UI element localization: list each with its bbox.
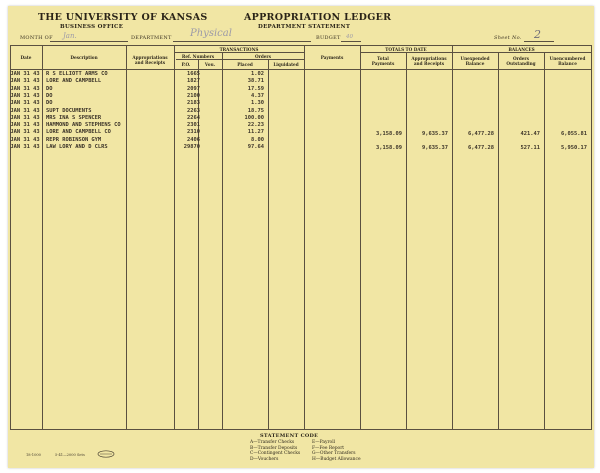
row-unexpended-balance: 6,477.28 [468, 130, 494, 137]
statement-title: DEPARTMENT STATEMENT [258, 24, 351, 30]
row-date: JAN 31 43 [10, 144, 40, 150]
row-ref-number: 2100 [187, 92, 200, 99]
row-placed: 38.71 [247, 78, 264, 85]
row-placed: 18.75 [247, 107, 264, 114]
row-orders-outstanding: 527.11 [520, 144, 540, 151]
row-description: MRS INA S SPENCER [46, 114, 102, 121]
row-ref-number: 2264 [187, 114, 200, 121]
header-bottom-rule [10, 69, 592, 70]
row-description: LORE AND CAMPBELL [46, 78, 102, 85]
row-description: DO [46, 100, 53, 107]
sheet-number: 2 [534, 28, 541, 41]
print-run: 5-41—2000 Sets [55, 453, 85, 457]
group-balances: BALANCES [508, 46, 535, 52]
col-placed: Placed [237, 61, 253, 67]
row-ref-number: 1665 [187, 71, 200, 77]
row-placed: 100.00 [244, 114, 264, 121]
row-total-appropriations: 9,635.37 [422, 144, 448, 151]
row-placed: 17.59 [247, 85, 264, 92]
row-placed: 97.64 [247, 144, 264, 150]
row-ref-number: 2406 [187, 136, 200, 143]
group-totals-to-date: TOTALS TO DATE [385, 46, 427, 52]
row-unencumbered-balance: 5,950.17 [561, 144, 587, 151]
row-description: REPR ROBINSON GYM [46, 136, 102, 143]
office-name: BUSINESS OFFICE [60, 24, 124, 30]
row-description: R S ELLIOTT ARMS CO [46, 71, 108, 77]
row-date: JAN 31 43 [10, 114, 40, 121]
group-transactions: TRANSACTIONS [219, 46, 259, 52]
row-ref-number: 2301 [187, 122, 200, 129]
row-ref-number: 2263 [187, 107, 200, 114]
row-unexpended-balance: 6,477.28 [468, 144, 494, 151]
row-date: JAN 31 43 [10, 85, 40, 92]
row-description: HAMMOND AND STEPHENS CO [46, 122, 121, 129]
row-date: JAN 31 43 [10, 71, 40, 77]
row-placed: 4.37 [251, 92, 264, 99]
ledger-sheet [8, 6, 594, 468]
row-description: LORE AND CAMPBELL CO [46, 129, 111, 136]
col-unexpended-balance: Unexpended Balance [460, 56, 490, 66]
statement-code-title: STATEMENT CODE [260, 433, 319, 439]
col-unencumbered-balance: Unencumbered Balance [549, 56, 586, 66]
budget-label: BUDGET [316, 35, 341, 41]
row-ref-number: 29870 [183, 144, 200, 150]
row-placed: 8.00 [251, 136, 264, 143]
col-appropriations: Appropriations and Receipts [132, 55, 168, 65]
row-placed: 11.27 [247, 129, 264, 136]
col-vou: Vou. [204, 61, 216, 67]
col-date: Date [20, 55, 32, 60]
row-total-appropriations: 9,635.37 [422, 130, 448, 137]
ledger-title: APPROPRIATION LEDGER [244, 12, 392, 23]
month-label: MONTH OF [20, 35, 53, 41]
row-date: JAN 31 43 [10, 100, 40, 107]
row-date: JAN 31 43 [10, 129, 40, 136]
row-description: DO [46, 92, 53, 99]
col-description: Description [70, 55, 98, 60]
col-po: P.O. [181, 61, 191, 67]
row-ref-number: 2310 [187, 129, 200, 136]
institution-name: THE UNIVERSITY OF KANSAS [38, 12, 208, 23]
row-date: JAN 31 43 [10, 122, 40, 129]
row-description: SUPT DOCUMENTS [46, 107, 92, 114]
month-value: Jan. [63, 32, 77, 40]
row-placed: 22.23 [247, 122, 264, 129]
form-number: 18-1000 [26, 453, 41, 457]
sheet-label: Sheet No. [494, 35, 522, 41]
row-unencumbered-balance: 6,055.81 [561, 130, 587, 137]
row-date: JAN 31 43 [10, 92, 40, 99]
row-total-payments: 3,158.09 [376, 144, 402, 151]
row-description: DO [46, 85, 53, 92]
row-placed: 1.02 [251, 71, 264, 77]
department-value: Physical [190, 28, 232, 39]
row-date: JAN 31 43 [10, 107, 40, 114]
row-orders-outstanding: 421.47 [520, 130, 540, 137]
statement-code-left: A—Transfer Checks B—Transfer Deposits C—Contingent Checks D—Vouchers [250, 440, 301, 462]
union-label-icon [97, 450, 115, 458]
row-date: JAN 31 43 [10, 78, 40, 85]
col-ref-numbers: Ref. Numbers [181, 53, 215, 59]
row-placed: 1.30 [251, 100, 264, 107]
row-total-payments: 3,158.09 [376, 130, 402, 137]
table-bottom-rule [10, 429, 592, 430]
row-date: JAN 31 43 [10, 136, 40, 143]
row-ref-number: 1827 [187, 78, 200, 85]
row-ref-number: 2183 [187, 100, 200, 107]
col-liquidated: Liquidated [273, 61, 299, 67]
row-description: LAW LORY AND D CLRS [46, 144, 108, 150]
department-label: DEPARTMENT [131, 35, 172, 41]
col-total-payments: Total Payments [371, 56, 395, 66]
budget-value: 40 [346, 34, 353, 40]
col-orders-outstanding: Orders Outstanding [506, 56, 536, 66]
col-orders: Orders [254, 53, 271, 59]
statement-code-right: E—Payroll F—Fee Report G—Other Transfers H—Budget Allowance [312, 440, 361, 462]
col-payments: Payments [320, 55, 344, 60]
col-total-appropriations: Appropriations and Receipts [411, 56, 447, 66]
row-ref-number: 2097 [187, 85, 200, 92]
